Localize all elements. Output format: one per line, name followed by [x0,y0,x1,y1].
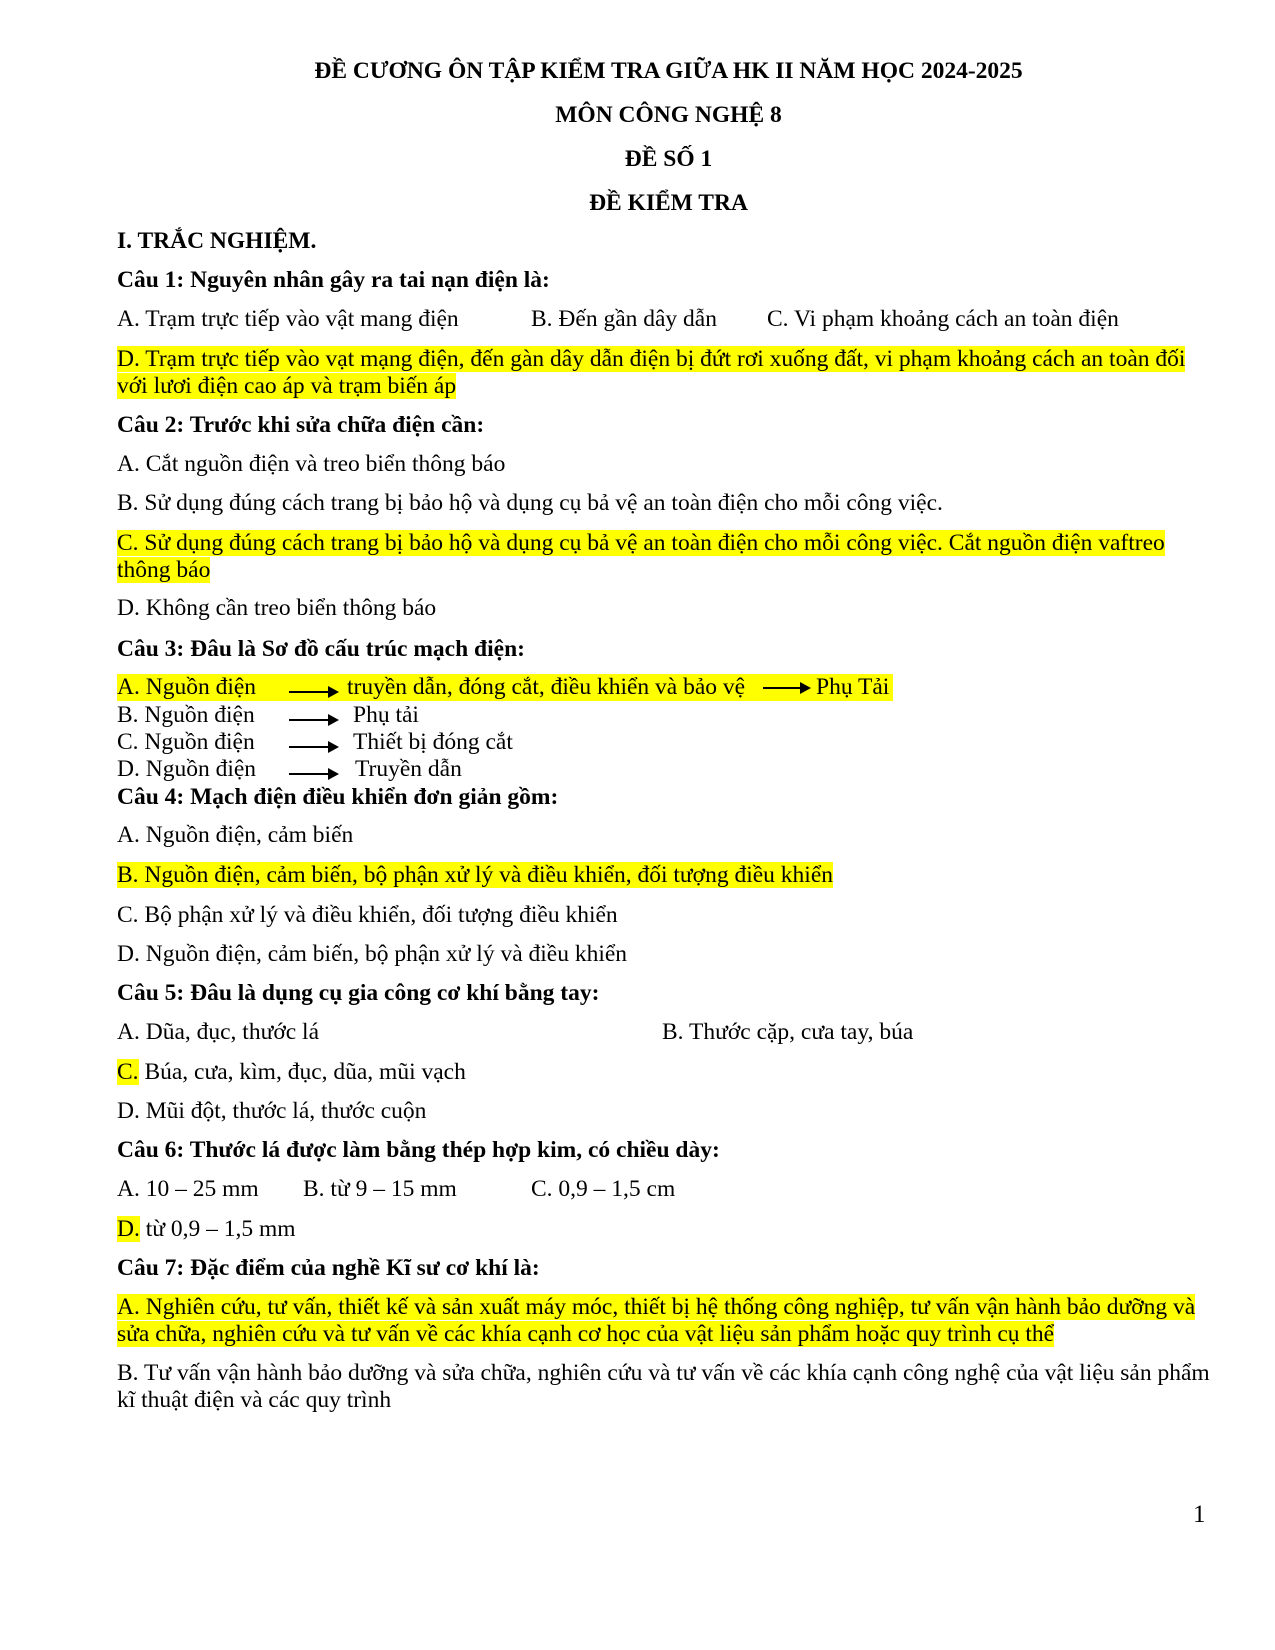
q2-option-b: B. Sử dụng đúng cách trang bị bảo hộ và dụng cụ bả vệ an toàn điện cho mỗi công việc. [117,490,943,516]
subject-title: MÔN CÔNG NGHỆ 8 [555,102,782,128]
arrow-icon [763,687,809,689]
exam-number: ĐỀ SỐ 1 [624,146,713,172]
section-heading: I. TRẮC NGHIỆM. [117,228,317,254]
q5-option-c [117,1059,466,1086]
q4-option-a: A. Nguồn điện, cảm biến [117,822,354,848]
question-7: Câu 7: Đặc điểm của nghề Kĩ sư cơ khí là: [117,1255,540,1281]
q4-option-b [117,862,833,889]
q6-option-c: C. 0,9 – 1,5 cm [531,1176,676,1202]
document-title: ĐỀ CƯƠNG ÔN TẬP KIỂM TRA GIỮA HK II NĂM HỌC 2024-2025 [314,58,1023,84]
q7-option-b: B. Tư vấn vận hành bảo dưỡng và sửa chữa, nghiên cứu và tư vấn về các khía cạnh công nghệ của vật liệu sản phẩm kĩ thuật điện và các quy trình [117,1360,1210,1413]
q3-option-b-start: B. Nguồn điện [117,702,255,728]
q4-option-b-text: B. Nguồn điện, cảm biến, bộ phận xử lý và điều khiển, đối tượng điều khiển [117,862,834,888]
q3-option-a-end: Phụ Tải [816,674,890,700]
q3-option-d-end: Truyền dẫn [355,756,462,782]
exam-label: ĐỀ KIỂM TRA [589,190,748,216]
q3-option-c-end: Thiết bị đóng cắt [353,729,513,755]
q3-option-d [117,756,567,783]
arrow-icon [289,719,337,721]
q3-option-b [117,702,517,729]
q2-option-c [117,530,1220,584]
question-3: Câu 3: Đâu là Sơ đồ cấu trúc mạch điện: [117,636,525,662]
q3-option-a-mid: truyền dẫn, đóng cắt, điều khiển và bảo vệ [347,674,746,700]
q6-option-a: A. 10 – 25 mm [117,1176,259,1202]
question-5: Câu 5: Đâu là dụng cụ gia công cơ khí bằng tay: [117,980,600,1006]
q3-option-b-end: Phụ tải [353,702,419,728]
q6-option-d-letter: D. [117,1216,140,1242]
q2-option-a: A. Cắt nguồn điện và treo biển thông báo [117,451,506,477]
q3-option-d-start: D. Nguồn điện [117,756,257,782]
q6-option-b: B. từ 9 – 15 mm [303,1176,457,1202]
arrow-icon [289,691,337,693]
q3-option-c [117,729,567,756]
q2-option-d: D. Không cần treo biển thông báo [117,595,437,621]
q4-option-c: C. Bộ phận xử lý và điều khiển, đối tượng điều khiển [117,902,618,928]
q5-option-b: B. Thước cặp, cưa tay, búa [662,1019,914,1045]
q7-option-a [117,1294,1220,1348]
question-1: Câu 1: Nguyên nhân gây ra tai nạn điện là: [117,267,550,293]
q6-option-d-text: từ 0,9 – 1,5 mm [145,1216,296,1242]
q5-option-d: D. Mũi đột, thước lá, thước cuộn [117,1098,427,1124]
q7-option-a-text: A. Nghiên cứu, tư vấn, thiết kế và sản xuất máy móc, thiết bị hệ thống công nghiệp, tư vấn vận hành bảo dưỡng và sửa chữa, nghiên cứu và tư vấn về các khía cạnh cơ học của vật liệu sản phẩm hoặc quy trình cụ thể [117,1294,1196,1347]
question-2: Câu 2: Trước khi sửa chữa điện cần: [117,412,485,438]
page-number: 1 [1193,1501,1206,1528]
q1-option-a: A. Trạm trực tiếp vào vật mang điện [117,306,459,332]
q1-option-d-text: D. Trạm trực tiếp vào vạt mạng điện, đến gàn dây dẫn điện bị đứt rơi xuống đất, vi phạm khoảng cách an toàn đối với lươi điện cao áp và trạm biến áp [117,346,1186,399]
q1-option-d [117,346,1220,400]
q3-option-a [117,674,893,701]
q1-option-c: C. Vi phạm khoảng cách an toàn điện [767,306,1119,332]
q3-option-c-start: C. Nguồn điện [117,729,255,755]
q1-option-b: B. Đến gần dây dẫn [531,306,717,332]
q5-option-a: A. Dũa, đục, thước lá [117,1019,320,1045]
question-6: Câu 6: Thước lá được làm bằng thép hợp kim, có chiều dày: [117,1137,720,1163]
question-4: Câu 4: Mạch điện điều khiển đơn giản gồm: [117,784,559,810]
q6-option-d [117,1216,296,1243]
q5-option-c-letter: C. [117,1059,139,1085]
q3-option-a-start: A. Nguồn điện [117,674,257,700]
arrow-icon [289,746,337,748]
q2-option-c-text: C. Sử dụng đúng cách trang bị bảo hộ và dụng cụ bả vệ an toàn điện cho mỗi công việc. Cắt nguồn điện vaftreo thông báo [117,530,1165,583]
arrow-icon [289,773,337,775]
q4-option-d: D. Nguồn điện, cảm biến, bộ phận xử lý và điều khiển [117,941,628,967]
q5-option-c-text: Búa, cưa, kìm, đục, dũa, mũi vạch [144,1059,466,1085]
